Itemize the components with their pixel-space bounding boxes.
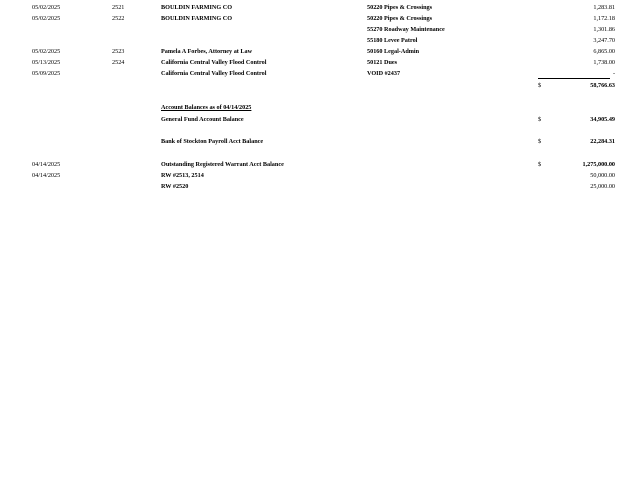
cell-amount: 1,738.00 bbox=[593, 59, 615, 66]
cell-account: 55180 Levee Patrol bbox=[367, 37, 418, 44]
cell-payee: Pamela A Forbes, Attorney at Law bbox=[161, 48, 253, 55]
cell-payee: California Central Valley Flood Control bbox=[161, 70, 267, 77]
total-currency: $ bbox=[538, 82, 542, 89]
cell-account: 50121 Dues bbox=[367, 59, 398, 66]
total-rule bbox=[538, 78, 610, 79]
cell-check: 2522 bbox=[112, 15, 125, 22]
cell-account: 50220 Pipes & Crossings bbox=[367, 4, 433, 11]
cell-date: 05/09/2025 bbox=[32, 70, 61, 77]
warrant-item-label: RW #2513, 2514 bbox=[161, 172, 204, 179]
warrant-item-label: RW #2520 bbox=[161, 183, 189, 190]
payroll-label: Bank of Stockton Payroll Acct Balance bbox=[161, 138, 264, 145]
warrant-item-amount: 25,000.00 bbox=[590, 183, 615, 190]
cell-date: 05/13/2025 bbox=[32, 59, 61, 66]
cell-account: 50220 Pipes & Crossings bbox=[367, 15, 433, 22]
cell-amount: 3,247.70 bbox=[593, 37, 615, 44]
cell-account: 55270 Roadway Maintenance bbox=[367, 26, 445, 33]
general-fund-currency: $ bbox=[538, 116, 542, 123]
warrant-amount: 1,275,000.00 bbox=[582, 161, 615, 168]
cell-check: 2523 bbox=[112, 48, 125, 55]
total-amount: 58,766.63 bbox=[590, 82, 615, 89]
warrant-item-date: 04/14/2025 bbox=[32, 172, 61, 179]
payroll-currency: $ bbox=[538, 138, 542, 145]
cell-account: 50160 Legal-Admin bbox=[367, 48, 420, 55]
cell-amount: 6,865.00 bbox=[593, 48, 615, 55]
cell-payee: California Central Valley Flood Control bbox=[161, 59, 267, 66]
payroll-amount: 22,284.31 bbox=[590, 138, 615, 145]
cell-date: 05/02/2025 bbox=[32, 4, 61, 11]
warrant-label: Outstanding Registered Warrant Acct Balance bbox=[161, 161, 284, 168]
warrant-currency: $ bbox=[538, 161, 542, 168]
cell-amount: - bbox=[612, 70, 615, 77]
cell-check: 2524 bbox=[112, 59, 125, 66]
cell-date: 05/02/2025 bbox=[32, 48, 61, 55]
cell-payee: BOULDIN FARMING CO bbox=[161, 4, 233, 11]
cell-amount: 1,172.18 bbox=[593, 15, 615, 22]
cell-amount: 1,301.86 bbox=[593, 26, 615, 33]
warrant-date: 04/14/2025 bbox=[32, 161, 61, 168]
cell-account: VOID #2437 bbox=[367, 70, 401, 77]
general-fund-amount: 34,905.49 bbox=[590, 116, 615, 123]
balances-heading: Account Balances as of 04/14/2025 bbox=[161, 104, 252, 111]
cell-check: 2521 bbox=[112, 4, 125, 11]
cell-date: 05/02/2025 bbox=[32, 15, 61, 22]
cell-amount: 1,283.81 bbox=[593, 4, 615, 11]
cell-payee: BOULDIN FARMING CO bbox=[161, 15, 233, 22]
general-fund-label: General Fund Account Balance bbox=[161, 116, 244, 123]
warrant-item-amount: 50,000.00 bbox=[590, 172, 615, 179]
